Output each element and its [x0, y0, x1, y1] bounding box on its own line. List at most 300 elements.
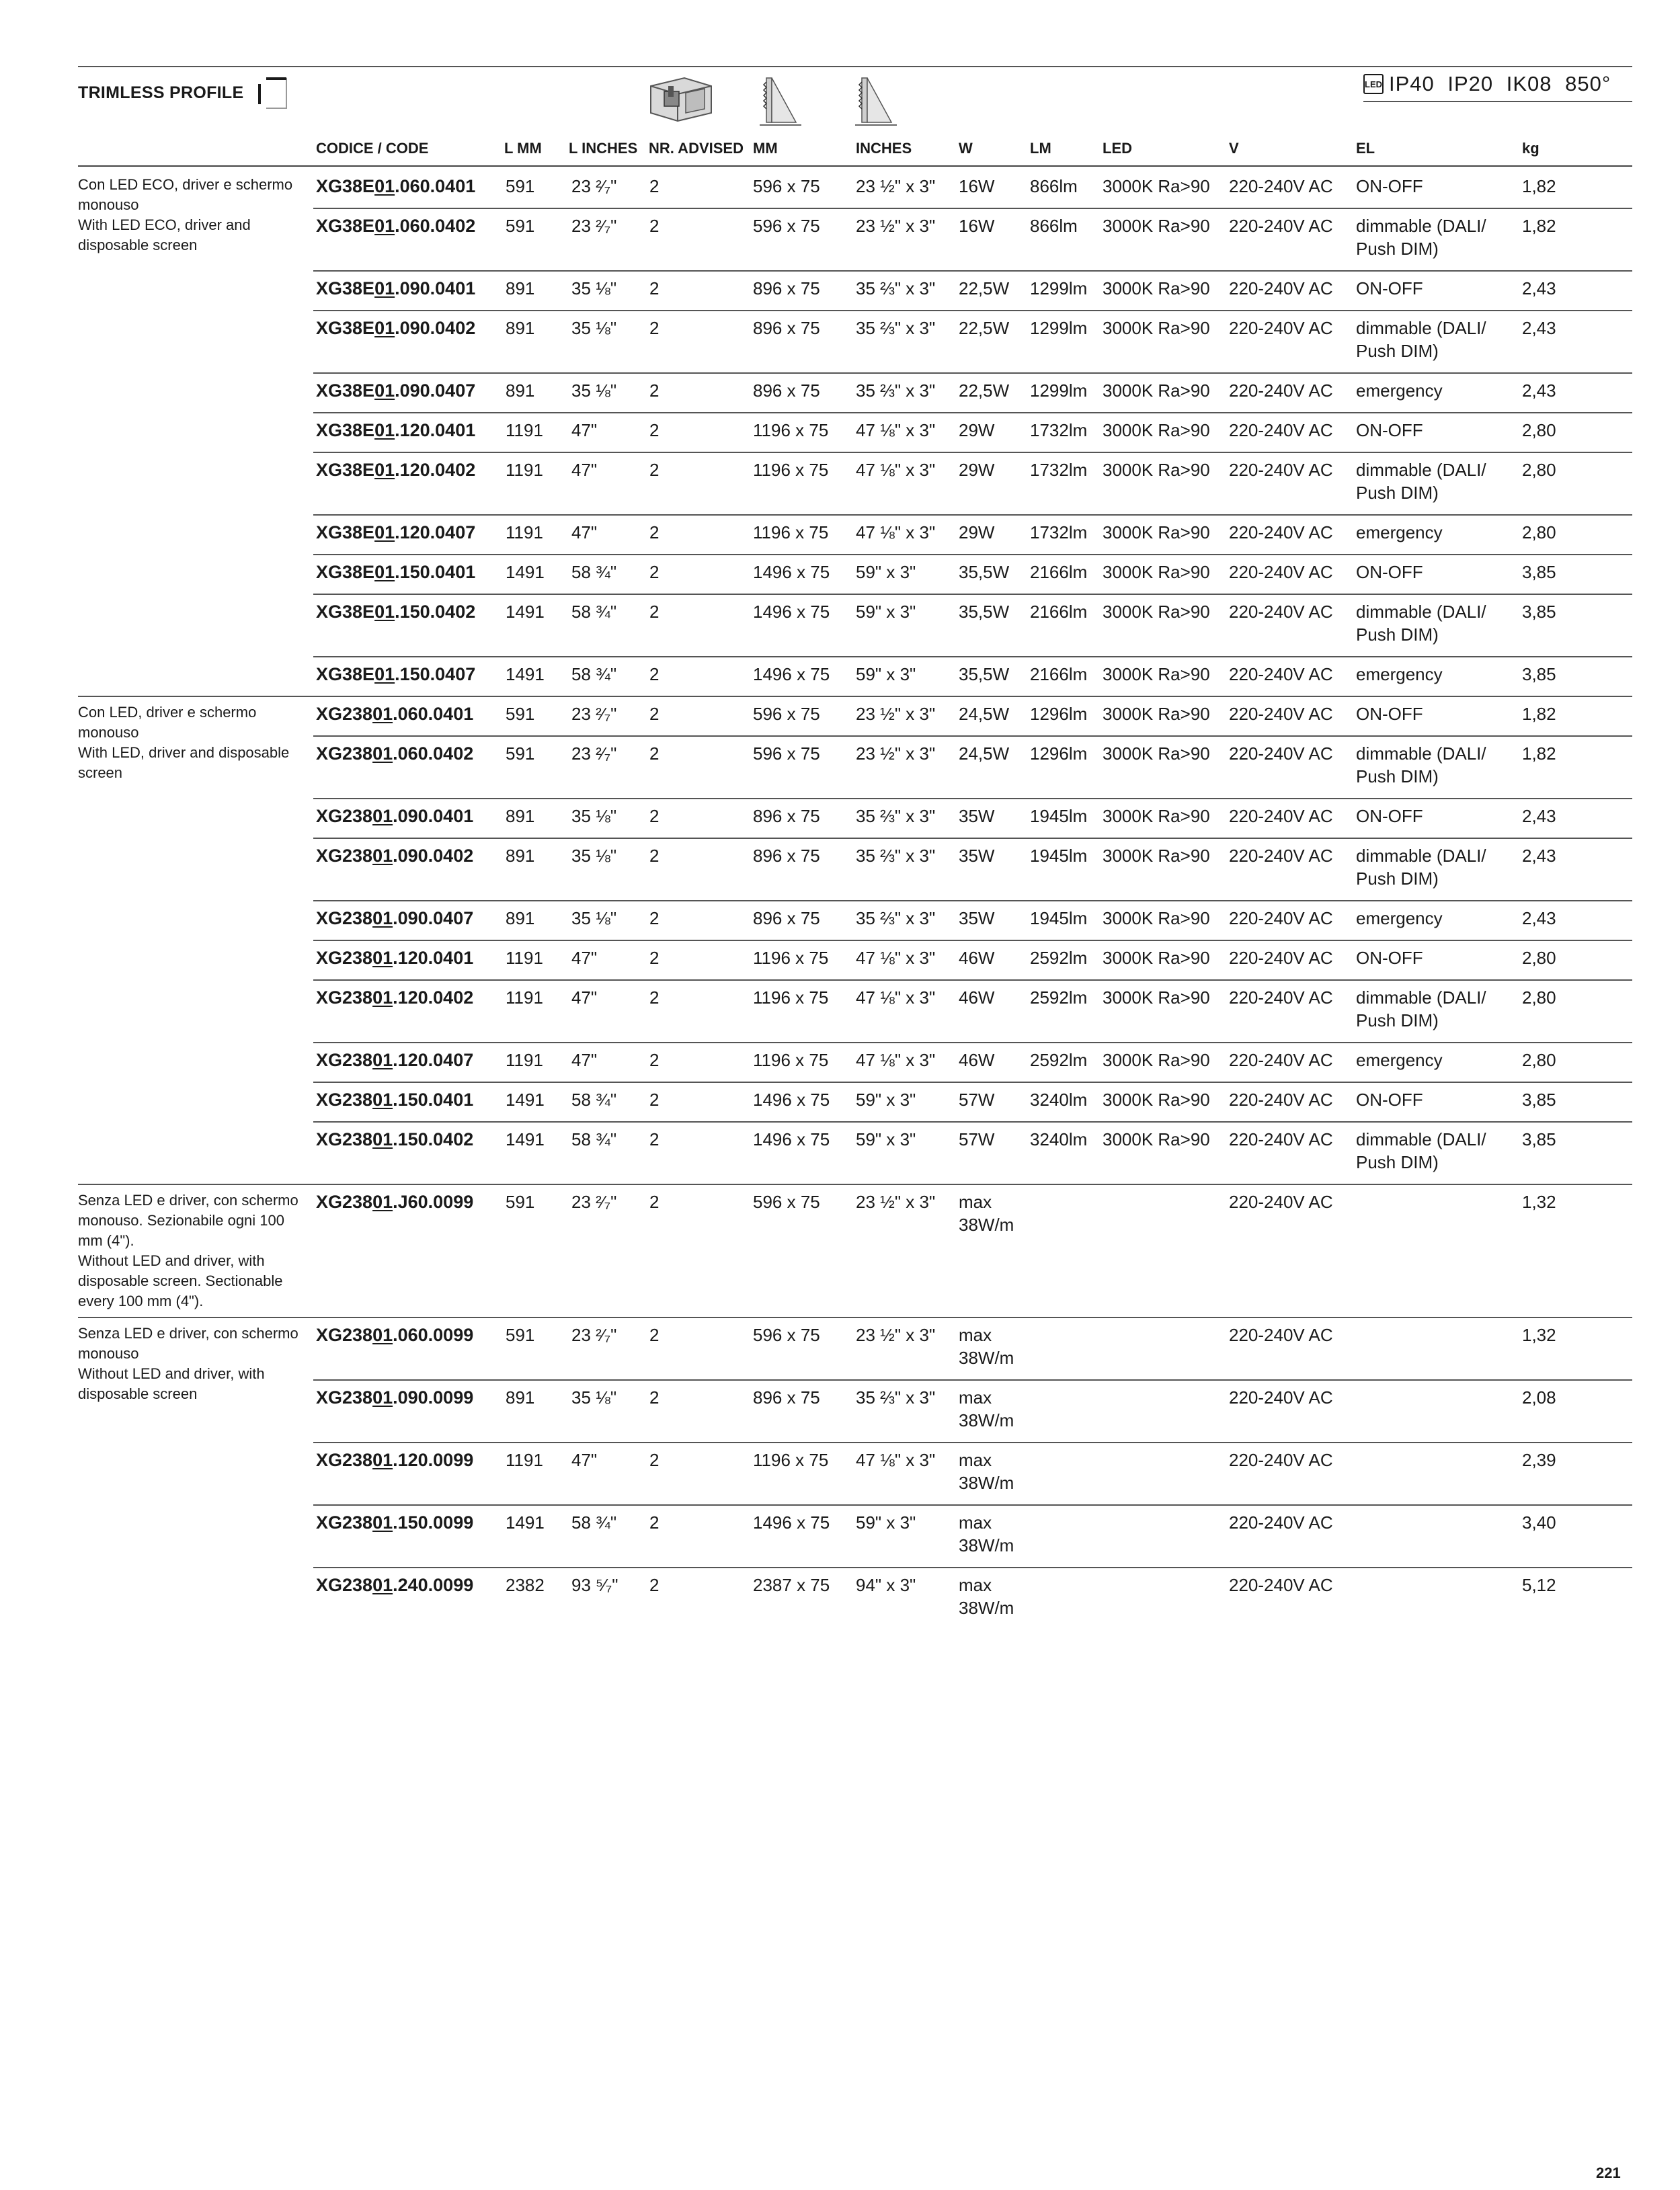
code-suffix: .120.0407	[395, 522, 476, 542]
cell-led: 3000K Ra>90	[1103, 602, 1210, 622]
cell-kg: 1,82	[1522, 216, 1556, 236]
cell-led: 3000K Ra>90	[1103, 216, 1210, 236]
cell-nr: 2	[649, 1450, 659, 1470]
code-suffix: .060.0401	[393, 704, 474, 724]
cell-w: 35,5W	[959, 562, 1010, 582]
code-suffix: .120.0402	[393, 987, 474, 1008]
cell-inches: 59" x 3"	[856, 602, 916, 622]
row-divider	[313, 310, 1632, 311]
code-suffix: .150.0099	[393, 1512, 474, 1533]
code-suffix: .060.0099	[393, 1325, 474, 1345]
cell-lmm: 1491	[506, 602, 545, 622]
code-finish: 01	[374, 460, 395, 480]
cell-nr: 2	[649, 380, 659, 401]
cell-v: 220-240V AC	[1229, 460, 1333, 480]
col-header-linches: L INCHES	[569, 140, 638, 157]
code-prefix: XG238	[316, 1325, 373, 1345]
code-prefix: XG238	[316, 704, 373, 724]
row-divider	[313, 798, 1632, 799]
cell-v: 220-240V AC	[1229, 562, 1333, 582]
cell-lmm: 1191	[506, 460, 543, 480]
code-finish: 01	[374, 562, 395, 582]
code-finish: 01	[372, 1050, 393, 1070]
cell-v: 220-240V AC	[1229, 987, 1333, 1008]
cell-lmm: 891	[506, 806, 535, 826]
code-suffix: .090.0402	[393, 846, 474, 866]
code-finish: 01	[372, 1192, 393, 1212]
cell-kg: 3,85	[1522, 1090, 1556, 1110]
group-description: Con LED, driver e schermo monouso With LED, driver and disposable screen	[78, 704, 290, 781]
cell-lm: 866lm	[1030, 216, 1078, 236]
group-description: Con LED ECO, driver e schermo monouso With LED ECO, driver and disposable screen	[78, 176, 293, 253]
cell-led: 3000K Ra>90	[1103, 278, 1210, 298]
cell-nr: 2	[649, 743, 659, 764]
code-finish: 01	[374, 216, 395, 236]
cell-mm: 1196 x 75	[753, 460, 829, 480]
cell-lin: 47"	[571, 522, 598, 542]
cell-lin: 23 ²⁄₇"	[571, 704, 617, 724]
cell-nr: 2	[649, 1090, 659, 1110]
cell-mm: 896 x 75	[753, 278, 820, 298]
cell-nr: 2	[649, 806, 659, 826]
cell-lmm: 591	[506, 704, 535, 724]
cell-kg: 1,32	[1522, 1325, 1556, 1345]
cell-nr: 2	[649, 1325, 659, 1345]
cell-v: 220-240V AC	[1229, 1090, 1333, 1110]
cell-mm: 596 x 75	[753, 1192, 820, 1212]
cell-led: 3000K Ra>90	[1103, 420, 1210, 440]
cell-lm: 2592lm	[1030, 987, 1088, 1008]
row-divider	[313, 979, 1632, 981]
cell-v: 220-240V AC	[1229, 948, 1333, 968]
cell-lin: 35 ⅛"	[571, 380, 617, 401]
code-prefix: XG238	[316, 1512, 373, 1533]
product-code	[316, 317, 475, 339]
row-divider	[313, 452, 1632, 453]
cell-v: 220-240V AC	[1229, 1575, 1333, 1595]
cell-w: max 38W/m	[959, 1575, 1014, 1618]
cell-lm: 2166lm	[1030, 562, 1088, 582]
cell-v: 220-240V AC	[1229, 216, 1333, 236]
cell-mm: 2387 x 75	[753, 1575, 830, 1595]
cell-lin: 47"	[571, 948, 598, 968]
cell-lm: 1945lm	[1030, 806, 1088, 826]
cell-lmm: 891	[506, 908, 535, 928]
cell-el: ON-OFF	[1356, 704, 1423, 724]
code-suffix: .150.0402	[395, 602, 476, 622]
cell-lin: 47"	[571, 1050, 598, 1070]
product-code	[316, 1511, 473, 1534]
code-finish: 01	[374, 522, 395, 542]
col-header-el: EL	[1356, 140, 1375, 157]
cell-nr: 2	[649, 846, 659, 866]
cell-v: 220-240V AC	[1229, 380, 1333, 401]
cell-nr: 2	[649, 1575, 659, 1595]
code-prefix: XG238	[316, 1090, 373, 1110]
code-finish: 01	[372, 806, 393, 826]
group-divider	[78, 1184, 1632, 1185]
cell-kg: 2,80	[1522, 1050, 1556, 1070]
cell-kg: 2,80	[1522, 948, 1556, 968]
cell-lin: 35 ⅛"	[571, 846, 617, 866]
code-suffix: .150.0402	[393, 1129, 474, 1149]
cell-lmm: 891	[506, 846, 535, 866]
cell-lm: 866lm	[1030, 176, 1078, 196]
cell-nr: 2	[649, 420, 659, 440]
cell-w: 16W	[959, 216, 995, 236]
cell-v: 220-240V AC	[1229, 176, 1333, 196]
cell-inches: 47 ⅛" x 3"	[856, 460, 936, 480]
cell-mm: 1196 x 75	[753, 522, 829, 542]
product-code	[316, 1574, 473, 1596]
code-finish: 01	[372, 743, 393, 764]
col-header-w: W	[959, 140, 973, 157]
code-prefix: XG38E	[316, 522, 375, 542]
cell-w: 22,5W	[959, 278, 1010, 298]
group-description: Senza LED e driver, con schermo monouso. Sezionabile ogni 100 mm (4"). Without LED and driver, with disposable screen. Sectionable every 100 mm (4").	[78, 1192, 298, 1309]
group-divider	[78, 696, 1632, 697]
cell-el: emergency	[1356, 380, 1443, 401]
product-code	[316, 1190, 473, 1213]
code-suffix: .240.0099	[393, 1575, 474, 1595]
row-divider	[313, 900, 1632, 901]
cell-el: ON-OFF	[1356, 806, 1423, 826]
cell-led: 3000K Ra>90	[1103, 318, 1210, 338]
cell-nr: 2	[649, 562, 659, 582]
cell-el: dimmable (DALI/ Push DIM)	[1356, 743, 1486, 786]
cell-inches: 59" x 3"	[856, 562, 916, 582]
code-finish: 01	[372, 1387, 393, 1408]
cell-lmm: 1491	[506, 664, 545, 684]
product-code	[316, 214, 475, 237]
group-divider	[78, 1317, 1632, 1318]
code-prefix: XG238	[316, 743, 373, 764]
cell-w: 46W	[959, 987, 995, 1008]
cell-el: emergency	[1356, 522, 1443, 542]
row-divider	[313, 514, 1632, 516]
cell-lmm: 1491	[506, 1090, 545, 1110]
cell-w: 22,5W	[959, 380, 1010, 401]
cell-kg: 1,82	[1522, 176, 1556, 196]
cell-v: 220-240V AC	[1229, 704, 1333, 724]
cell-v: 220-240V AC	[1229, 908, 1333, 928]
code-finish: 01	[372, 1575, 393, 1595]
cell-el: dimmable (DALI/ Push DIM)	[1356, 460, 1486, 503]
cell-lmm: 2382	[506, 1575, 545, 1595]
cell-inches: 35 ⅔" x 3"	[856, 278, 936, 298]
cell-inches: 23 ½" x 3"	[856, 1325, 936, 1345]
row-divider	[313, 1082, 1632, 1083]
cell-kg: 3,85	[1522, 562, 1556, 582]
cell-nr: 2	[649, 176, 659, 196]
cell-inches: 59" x 3"	[856, 1090, 916, 1110]
cell-lmm: 1191	[506, 1050, 543, 1070]
code-prefix: XG38E	[316, 664, 375, 684]
code-finish: 01	[374, 176, 395, 196]
row-divider	[313, 1121, 1632, 1123]
cell-lmm: 591	[506, 743, 535, 764]
cell-kg: 2,43	[1522, 278, 1556, 298]
cell-inches: 47 ⅛" x 3"	[856, 1050, 936, 1070]
cell-led: 3000K Ra>90	[1103, 987, 1210, 1008]
col-header-inches: INCHES	[856, 140, 912, 157]
cell-inches: 59" x 3"	[856, 1512, 916, 1533]
cell-lmm: 1191	[506, 420, 543, 440]
cell-lin: 58 ¾"	[571, 562, 617, 582]
cell-lm: 1732lm	[1030, 522, 1088, 542]
cell-el: dimmable (DALI/ Push DIM)	[1356, 216, 1486, 259]
cell-mm: 896 x 75	[753, 806, 820, 826]
cell-inches: 59" x 3"	[856, 1129, 916, 1149]
cell-lin: 58 ¾"	[571, 1129, 617, 1149]
col-header-mm: MM	[753, 140, 778, 157]
row-divider	[313, 1567, 1632, 1568]
cell-lin: 47"	[571, 460, 598, 480]
product-code	[316, 946, 473, 969]
cell-mm: 596 x 75	[753, 216, 820, 236]
cell-v: 220-240V AC	[1229, 743, 1333, 764]
cell-mm: 896 x 75	[753, 908, 820, 928]
cell-lm: 1299lm	[1030, 318, 1088, 338]
cell-lmm: 1491	[506, 1512, 545, 1533]
col-header-lm: LM	[1030, 140, 1051, 157]
cell-lin: 35 ⅛"	[571, 908, 617, 928]
row-divider	[313, 594, 1632, 595]
cell-lin: 23 ²⁄₇"	[571, 1325, 617, 1345]
code-finish: 01	[372, 987, 393, 1008]
cell-v: 220-240V AC	[1229, 420, 1333, 440]
cell-kg: 2,43	[1522, 380, 1556, 401]
cell-inches: 35 ⅔" x 3"	[856, 846, 936, 866]
cell-w: max 38W/m	[959, 1512, 1014, 1555]
cell-kg: 3,85	[1522, 602, 1556, 622]
cell-inches: 35 ⅔" x 3"	[856, 908, 936, 928]
cell-w: 29W	[959, 522, 995, 542]
cell-nr: 2	[649, 602, 659, 622]
cell-nr: 2	[649, 216, 659, 236]
cell-led: 3000K Ra>90	[1103, 1129, 1210, 1149]
cell-lm: 1945lm	[1030, 908, 1088, 928]
cell-led: 3000K Ra>90	[1103, 806, 1210, 826]
cell-kg: 2,43	[1522, 846, 1556, 866]
code-prefix: XG238	[316, 1050, 373, 1070]
product-code	[316, 1049, 473, 1071]
product-code	[316, 907, 473, 930]
code-prefix: XG238	[316, 908, 373, 928]
code-prefix: XG238	[316, 1192, 373, 1212]
code-prefix: XG238	[316, 987, 373, 1008]
cell-led: 3000K Ra>90	[1103, 743, 1210, 764]
cell-led: 3000K Ra>90	[1103, 522, 1210, 542]
code-prefix: XG238	[316, 1575, 373, 1595]
cell-kg: 2,39	[1522, 1450, 1556, 1470]
cell-nr: 2	[649, 1050, 659, 1070]
code-suffix: .120.0401	[393, 948, 474, 968]
code-prefix: XG238	[316, 948, 373, 968]
cell-kg: 2,43	[1522, 806, 1556, 826]
code-prefix: XG38E	[316, 602, 375, 622]
cell-v: 220-240V AC	[1229, 1050, 1333, 1070]
cell-w: 35,5W	[959, 602, 1010, 622]
cell-kg: 1,32	[1522, 1192, 1556, 1212]
cell-w: 35W	[959, 846, 995, 866]
col-header-kg: kg	[1522, 140, 1539, 157]
cell-w: max 38W/m	[959, 1192, 1014, 1235]
code-suffix: .090.0099	[393, 1387, 474, 1408]
cell-w: 24,5W	[959, 743, 1010, 764]
row-divider	[313, 412, 1632, 413]
cell-nr: 2	[649, 318, 659, 338]
cell-w: 57W	[959, 1090, 995, 1110]
cell-v: 220-240V AC	[1229, 664, 1333, 684]
cell-mm: 896 x 75	[753, 380, 820, 401]
cell-v: 220-240V AC	[1229, 1512, 1333, 1533]
cell-inches: 47 ⅛" x 3"	[856, 522, 936, 542]
cell-lm: 3240lm	[1030, 1090, 1088, 1110]
product-code	[316, 1449, 473, 1471]
col-header-led: LED	[1103, 140, 1132, 157]
code-suffix: .090.0402	[395, 318, 476, 338]
cell-inches: 35 ⅔" x 3"	[856, 806, 936, 826]
cell-inches: 47 ⅛" x 3"	[856, 987, 936, 1008]
cell-lin: 35 ⅛"	[571, 1387, 617, 1408]
cell-kg: 3,85	[1522, 664, 1556, 684]
row-divider	[313, 372, 1632, 374]
cell-inches: 23 ½" x 3"	[856, 1192, 936, 1212]
cell-el: dimmable (DALI/ Push DIM)	[1356, 1129, 1486, 1172]
cell-lmm: 891	[506, 278, 535, 298]
cell-mm: 1496 x 75	[753, 1129, 830, 1149]
cell-mm: 596 x 75	[753, 1325, 820, 1345]
code-finish: 01	[372, 1512, 393, 1533]
row-divider	[313, 1442, 1632, 1443]
cell-kg: 3,85	[1522, 1129, 1556, 1149]
cell-nr: 2	[649, 522, 659, 542]
cell-lm: 1299lm	[1030, 278, 1088, 298]
cell-lm: 3240lm	[1030, 1129, 1088, 1149]
cell-w: max 38W/m	[959, 1325, 1014, 1368]
page-title: TRIMLESS PROFILE	[78, 83, 244, 102]
row-divider	[313, 1042, 1632, 1043]
code-prefix: XG38E	[316, 420, 375, 440]
cell-led: 3000K Ra>90	[1103, 908, 1210, 928]
product-code	[316, 986, 473, 1009]
code-suffix: .150.0407	[395, 664, 476, 684]
cell-lin: 23 ²⁄₇"	[571, 216, 617, 236]
cell-lmm: 891	[506, 1387, 535, 1408]
cell-lmm: 1191	[506, 1450, 543, 1470]
cell-el: emergency	[1356, 1050, 1443, 1070]
cell-lin: 58 ¾"	[571, 664, 617, 684]
cell-lmm: 891	[506, 318, 535, 338]
cell-lmm: 891	[506, 380, 535, 401]
cell-w: 29W	[959, 420, 995, 440]
cell-el: dimmable (DALI/ Push DIM)	[1356, 602, 1486, 645]
product-code	[316, 1128, 473, 1151]
code-prefix: XG38E	[316, 318, 375, 338]
cell-mm: 1496 x 75	[753, 664, 830, 684]
cell-w: 57W	[959, 1129, 995, 1149]
cell-inches: 35 ⅔" x 3"	[856, 318, 936, 338]
cell-w: max 38W/m	[959, 1450, 1014, 1493]
code-finish: 01	[372, 1129, 393, 1149]
cell-led: 3000K Ra>90	[1103, 1090, 1210, 1110]
cell-w: 35,5W	[959, 664, 1010, 684]
row-divider	[313, 656, 1632, 657]
col-header-lmm: L MM	[504, 140, 542, 157]
cell-nr: 2	[649, 908, 659, 928]
code-prefix: XG238	[316, 1387, 373, 1408]
cell-lin: 93 ⁵⁄₇"	[571, 1575, 618, 1595]
cell-el: ON-OFF	[1356, 420, 1423, 440]
cell-el: dimmable (DALI/ Push DIM)	[1356, 846, 1486, 889]
product-code	[316, 521, 475, 544]
cell-lm: 2592lm	[1030, 1050, 1088, 1070]
cell-lm: 2166lm	[1030, 664, 1088, 684]
cell-el: ON-OFF	[1356, 562, 1423, 582]
code-finish: 01	[372, 846, 393, 866]
cell-lmm: 1191	[506, 522, 543, 542]
cell-inches: 94" x 3"	[856, 1575, 916, 1595]
cell-el: emergency	[1356, 664, 1443, 684]
code-finish: 01	[374, 602, 395, 622]
code-suffix: .120.0401	[395, 420, 476, 440]
cell-mm: 1496 x 75	[753, 562, 830, 582]
cell-nr: 2	[649, 1387, 659, 1408]
row-divider	[313, 735, 1632, 737]
cell-led: 3000K Ra>90	[1103, 380, 1210, 401]
cell-kg: 2,80	[1522, 522, 1556, 542]
code-finish: 01	[374, 278, 395, 298]
cell-v: 220-240V AC	[1229, 318, 1333, 338]
cell-kg: 5,12	[1522, 1575, 1556, 1595]
cell-lm: 1299lm	[1030, 380, 1088, 401]
cell-lm: 1732lm	[1030, 420, 1088, 440]
cell-mm: 1496 x 75	[753, 1090, 830, 1110]
cell-inches: 59" x 3"	[856, 664, 916, 684]
code-finish: 01	[374, 664, 395, 684]
cell-lm: 1945lm	[1030, 846, 1088, 866]
product-code	[316, 175, 475, 198]
row-divider	[313, 838, 1632, 839]
cell-led: 3000K Ra>90	[1103, 1050, 1210, 1070]
cell-mm: 896 x 75	[753, 318, 820, 338]
cell-nr: 2	[649, 1129, 659, 1149]
cell-kg: 1,82	[1522, 704, 1556, 724]
code-prefix: XG38E	[316, 216, 375, 236]
row-divider	[313, 1504, 1632, 1506]
cell-lin: 58 ¾"	[571, 1512, 617, 1533]
cell-nr: 2	[649, 278, 659, 298]
cell-lin: 23 ²⁄₇"	[571, 1192, 617, 1212]
code-prefix: XG38E	[316, 278, 375, 298]
row-divider	[313, 554, 1632, 555]
code-suffix: .150.0401	[395, 562, 476, 582]
col-header-code: CODICE / CODE	[316, 140, 429, 157]
cell-mm: 1196 x 75	[753, 1050, 829, 1070]
code-suffix: .150.0401	[393, 1090, 474, 1110]
cell-lm: 1732lm	[1030, 460, 1088, 480]
cell-led: 3000K Ra>90	[1103, 176, 1210, 196]
code-finish: 01	[372, 1325, 393, 1345]
cell-mm: 596 x 75	[753, 704, 820, 724]
cell-nr: 2	[649, 664, 659, 684]
cell-w: 22,5W	[959, 318, 1010, 338]
cell-lin: 47"	[571, 420, 598, 440]
cell-nr: 2	[649, 987, 659, 1008]
code-suffix: .090.0407	[393, 908, 474, 928]
code-suffix: .090.0401	[395, 278, 476, 298]
